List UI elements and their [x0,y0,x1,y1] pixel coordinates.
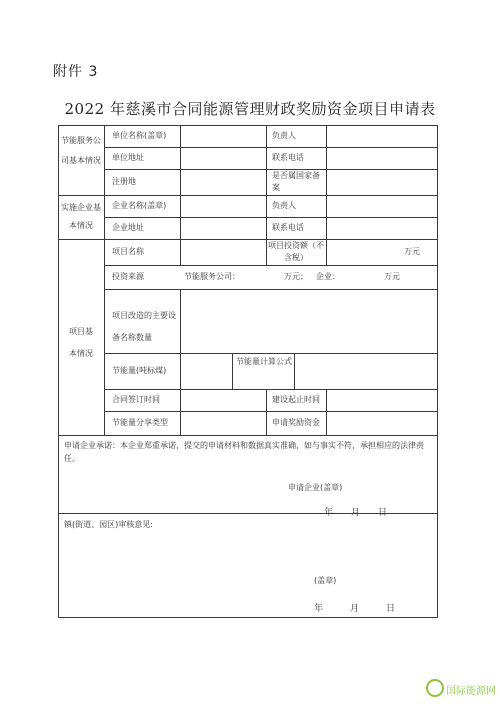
attachment-label: 附件 3 [53,64,99,80]
label-energy-share-type: 节能量分享类型 [112,418,168,427]
application-form [58,125,438,618]
label-contact-phone-2: 联系电话 [272,223,304,232]
section-service-company: 节能服务公司基本情况 [61,136,101,165]
label-main-equipment: 项目改造的主要设备名称数量 [112,311,176,342]
label-unit-wan: 万元 [404,247,420,256]
label-investment-source: 投资来源 [112,272,144,281]
label-unit-address: 单位地址 [112,153,144,162]
section-implementing-company: 实施企业基本情况 [61,203,101,230]
label-construction-period: 建设起止时间 [272,395,320,404]
label-energy-saving: 节能量(吨标煤) [112,366,167,375]
review-opinion-label: 镇(街道、园区)审核意见: [64,520,153,529]
label-apply-reward: 申请奖励资金 [272,418,320,427]
label-company-name: 企业名称(盖章) [112,201,167,210]
label-enterprise-share: 企业： [316,272,340,281]
section-project: 项目基本情况 [69,327,93,358]
label-unit-wan-2: 万元 [384,272,400,281]
label-company-address: 企业地址 [112,223,144,232]
label-registered-place: 注册地 [112,177,136,186]
date-fields-1: 年 月 日 [324,508,388,518]
date-fields-2: 年 月 日 [314,604,396,614]
label-energy-formula: 节能量计算公式 [236,357,292,366]
form-title: 2022 年慈溪市合同能源管理财政奖励资金项目申请表 [64,100,436,118]
label-unit-name: 单位名称(盖章) [112,131,167,140]
watermark-logo [426,677,496,699]
label-contract-sign-time: 合同签订时间 [112,395,160,404]
label-national-registered: 是否属国家备案 [272,171,320,192]
label-contact-phone: 联系电话 [272,153,304,162]
seal-label: (盖章) [314,576,337,585]
commitment-text: 申请企业承诺：本企业郑重承诺，提交的申请材料和数据真实准确，如与事实不符，承担相应的法律责任。 [64,441,424,463]
label-project-name: 项目名称 [112,247,144,256]
label-wan-comma: 万元； [284,272,308,281]
watermark-text: 国际能源网 [446,686,496,697]
applicant-seal-label: 申请企业(盖章) [288,483,343,492]
label-responsible-person: 负责人 [272,131,296,140]
sun-icon [426,679,444,697]
label-responsible-person-2: 负责人 [272,201,296,210]
label-project-investment: 项目投资额（不含税） [268,241,324,262]
label-service-company-share: 节能服务公司： [184,272,240,281]
